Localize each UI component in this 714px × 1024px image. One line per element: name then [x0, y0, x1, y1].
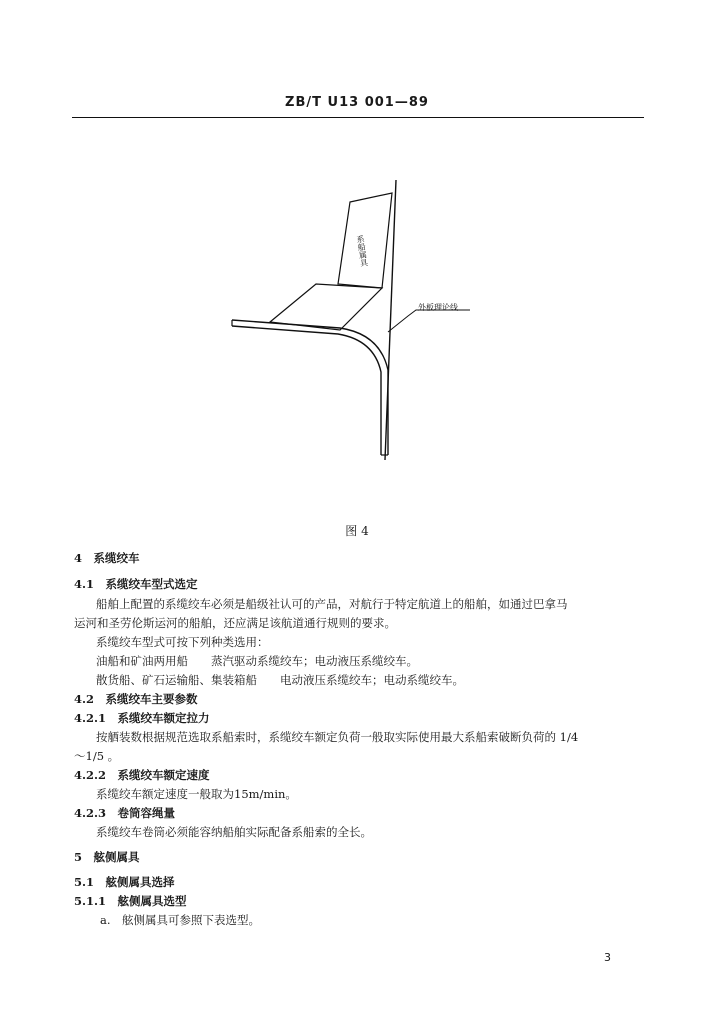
- list-item: 油船和矿油两用船 蒸汽驱动系缆绞车；电动液压系缆绞车。: [96, 654, 418, 668]
- paragraph-line: 系缆绞车型式可按下列种类选用：: [96, 635, 269, 649]
- subsection-heading: 4.2 系缆绞车主要参数: [74, 692, 198, 706]
- subsection-heading: 4.2.1 系缆绞车额定拉力: [74, 711, 210, 725]
- paragraph-line: ～1/5 。: [74, 749, 120, 763]
- paragraph-line: 运河和圣劳伦斯运河的船舶，还应满足该航道通行规则的要求。: [74, 616, 396, 630]
- paragraph-line: 系缆绞车额定速度一般取为15m/min。: [96, 787, 297, 801]
- list-item: 散货船、矿石运输船、集装箱船 电动液压系缆绞车；电动系缆绞车。: [96, 673, 464, 687]
- bulwark-fitting-drawing: [220, 180, 480, 470]
- paragraph-line: 按舾装数根据规范选取系船索时，系缆绞车额定负荷一般取实际使用最大系船索破断负荷的 1/4: [96, 730, 579, 744]
- header-divider: [72, 117, 644, 118]
- device-label: 系船属具: [355, 234, 369, 268]
- label-leader-line: [388, 310, 470, 332]
- section-heading: 4 系缆绞车: [74, 551, 140, 565]
- figure-4-diagram: [220, 180, 480, 470]
- list-item: a. 舷侧属具可参照下表选型。: [100, 913, 261, 927]
- deck-line-inner: [232, 326, 381, 455]
- subsection-heading: 4.2.3 卷筒容绳量: [74, 806, 176, 820]
- paragraph-line: 系缆绞车卷筒必须能容纳船舶实际配备系船索的全长。: [96, 825, 372, 839]
- hull-line: [385, 180, 396, 460]
- subsection-heading: 5.1 舷侧属具选择: [74, 875, 175, 889]
- paragraph-line: 船舶上配置的系缆绞车必须是船级社认可的产品，对航行于特定航道上的船舶，如通过巴拿马: [96, 597, 568, 611]
- section-heading: 5 舷侧属具: [74, 850, 140, 864]
- document-code-header: ZB/T U13 001—89: [285, 95, 429, 110]
- page-number: 3: [604, 951, 611, 964]
- subsection-heading: 5.1.1 舷侧属具选型: [74, 894, 187, 908]
- subsection-heading: 4.2.2 系缆绞车额定速度: [74, 768, 210, 782]
- figure-caption: 图 4: [345, 524, 369, 538]
- hull-line-label: 外板理论线: [418, 303, 458, 312]
- base-plate: [270, 284, 382, 330]
- deck-line-outer: [232, 320, 388, 455]
- subsection-heading: 4.1 系缆绞车型式选定: [74, 577, 198, 591]
